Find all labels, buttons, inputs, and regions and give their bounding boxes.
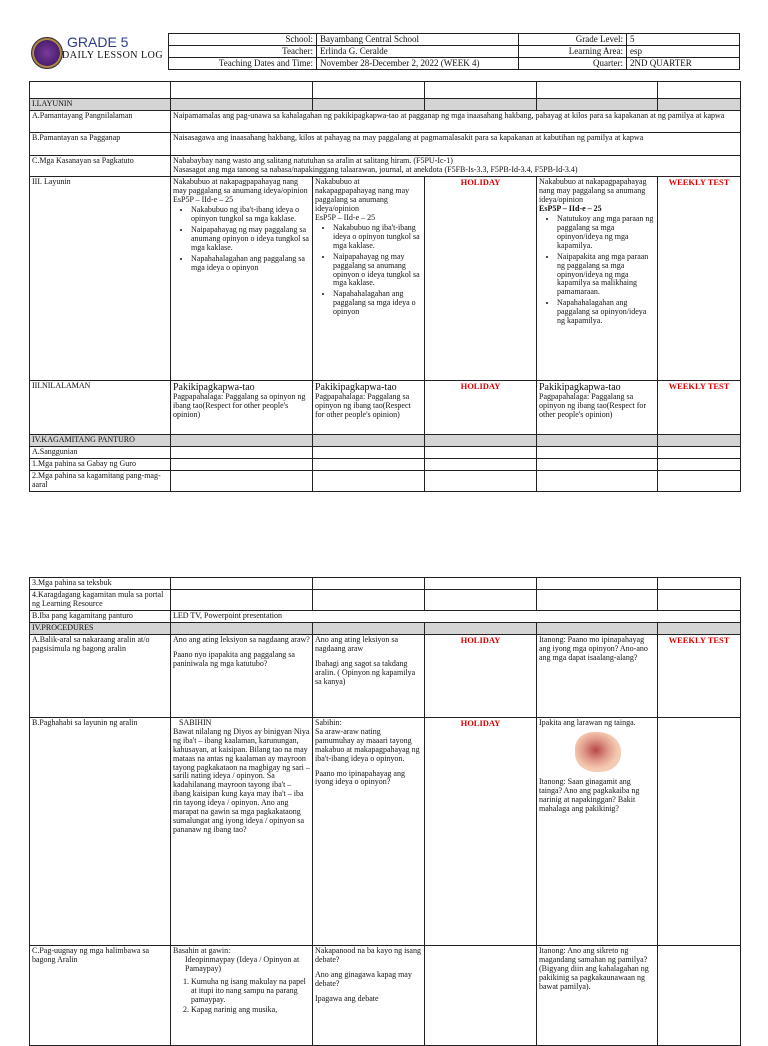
list-item: • Natutukoy ang mga paraan ng paggalang sa mga opinyon/ideya ng mga kapamilya. — [557, 215, 655, 251]
quarter-label: Quarter: — [519, 58, 627, 70]
balik-aral-day1 — [171, 634, 313, 717]
day1-objectives — [171, 177, 313, 381]
grade-label: Grade Level: — [519, 34, 627, 46]
pag-d1-sub: Ideopinmaypay (Ideya / Opinyon at Pamaypay) — [185, 954, 300, 973]
content-title: Pakikipagkapwa-tao — [539, 382, 621, 393]
teacher-value: Erlinda G. Ceralde — [317, 46, 519, 58]
kasanayan-text — [171, 156, 741, 177]
day4-content — [537, 381, 658, 435]
balik-d1b: Paano nyo ipapakita ang paggalang sa paniniwala ng mga katutubo? — [173, 649, 295, 668]
dates-value: November 28-December 2, 2022 (WEEK 4) — [317, 58, 519, 70]
page-subtitle: DAILY LESSON LOG — [62, 50, 164, 61]
school-value: Bayambang Central School — [317, 34, 519, 46]
content-body: Pagpapahalaga: Paggalang sa opinyon ng ibang tao(Respect for other people's opinion) — [315, 392, 411, 420]
weekly-test-label: WEEKLY TEST — [658, 381, 741, 435]
pag-uugnay-day4: Itanong: Ano ang sikreto ng magandang samahan ng pamilya? (Bigyang diin ang kahalagahan ng pakikinig sa pagkakaunawaan ng bawat pamilya). — [537, 945, 658, 1045]
sanggunian-label: A.Sanggunian — [30, 447, 171, 459]
pag-uugnay-day2 — [313, 945, 425, 1045]
content-body: Pagpapahalaga: Paggalang sa opinyon ng ibang tao(Respect for other people's opinion) — [173, 392, 306, 420]
balik-aral-label: A.Balik-aral sa nakaraang aralin at/o pagsisimula ng bagong aralin — [30, 634, 171, 717]
pag-uugnay-day1 — [171, 945, 313, 1045]
lesson-table-top — [29, 81, 741, 492]
iba-value: LED TV, Powerpoint presentation — [171, 610, 741, 622]
kasanayan-2: Nasasagot ang mga tanong sa nabasa/napakinggang talaarawan, journal, at anekdota (F5FB-Is-3.3, F5PB-Id-3.4, F5PB-Id-3.4) — [173, 164, 578, 174]
day4-code: EsP5P – IId-e – 25 — [539, 203, 602, 213]
day2-code: EsP5P – IId-e – 25 — [315, 212, 376, 222]
weekly-test-label: WEEKLY TEST — [658, 177, 741, 381]
list-item: • Naipapakita ang mga paraan ng paggalang sa mga opinyon/ideya ng mga kapamilya sa malikhaing pamamaraan. — [557, 253, 655, 298]
list-item: • Napahahalagahan ang paggalang sa mga ideya o opinyon — [333, 290, 422, 317]
pangnilalaman-label: A.Pamantayang Pangnilalaman — [30, 111, 171, 133]
day1-code: EsP5P – IId-e – 25 — [173, 194, 234, 204]
list-item: • Napahahalagahan ang paggalang sa mga ideya o opinyon — [191, 255, 310, 273]
quarter-value: 2ND QUARTER — [627, 58, 740, 70]
list-item: 2. Kapag narinig ang musika, — [191, 1006, 310, 1015]
balik-d2a: Ano ang ating leksiyon sa nagdaang araw — [315, 634, 399, 653]
day1-content — [171, 381, 313, 435]
area-label: Learning Area: — [519, 46, 627, 58]
school-label: School: — [169, 34, 317, 46]
content-title: Pakikipagkapwa-tao — [173, 382, 255, 393]
gabay-label: 1.Mga pahina sa Gabay ng Guro — [30, 458, 171, 470]
teksbuk-label: 3.Mga pahina sa teksbuk — [30, 578, 171, 590]
pangnilalaman-text: Naipamamalas ang pag-unawa sa kahalagahan ng pakikipagkapwa-tao at pagganap ng mga inaasahang hakbang, pahayag at kilos para sa kapakanan at ng pamilya at kapwa — [171, 111, 741, 133]
procedures-heading: IV.PROCEDURES — [30, 622, 171, 634]
balik-aral-day4: Itanong: Paano mo ipinapahayag ang iyong mga opinyon? Ano-ano ang mga dapat isaalang-alang? — [537, 634, 658, 717]
ear-image — [575, 732, 621, 772]
list-item: • Naipapahayag ng may paggalang sa anumang opinyon o ideya tungkol sa mga kaklase. — [333, 253, 422, 289]
paghahabi-day4 — [537, 717, 658, 945]
day4-intro: Nakabubuo at nakapagpapahayag nang may paggalang sa anumang ideya/opinion — [539, 177, 647, 204]
holiday-label: HOLIDAY — [425, 717, 537, 945]
day4-objectives — [537, 177, 658, 381]
content-title: Pakikipagkapwa-tao — [315, 382, 397, 393]
kagamitang-label: 2.Mga pahina sa kagamitang pang-mag-aaral — [30, 470, 171, 491]
layunin-heading: I.LAYUNIN — [30, 99, 171, 111]
list-item: • Nakabubuo ng iba't-ibang ideya o opinyon tungkol sa mga kaklase. — [191, 206, 310, 224]
pag-d2a: Nakapanood na ba kayo ng isang debate? — [315, 945, 421, 964]
holiday-label: HOLIDAY — [425, 381, 537, 435]
list-item: • Napahahalagahan ang paggalang sa opinyon/ideya ng kapamilya. — [557, 299, 655, 326]
day1-intro: Nakabubuo at nakapagpapahayag nang may paggalang sa anumang ideya/opinion — [173, 177, 308, 195]
balik-d2b: Ibahagi ang sagot sa takdang aralin. ( Opinyon ng kapamilya sa kanya) — [315, 658, 416, 686]
sabihin-head: Sabihin: — [315, 717, 342, 727]
holiday-label: HOLIDAY — [425, 634, 537, 717]
pag-d1-head: Basahin at gawin: — [173, 945, 231, 955]
sabihin-d2a: Sa araw-araw nating pamumuhay ay maaari tayong makabuo at makapagpahayag ng iba't-ibang ideya o opinyon. — [315, 726, 420, 763]
learning-resource-label: 4.Karagdagang kagamitan mula sa portal ng Learning Resource — [30, 589, 171, 610]
page-title: GRADE 5 — [67, 34, 129, 50]
paghahabi-day2 — [313, 717, 425, 945]
area-value: esp — [627, 46, 740, 58]
nilalaman-label: III.NILALAMAN — [30, 381, 171, 435]
paghahabi-d4b: Itanong: Saan ginagamit ang tainga? Ano ang pagkakaiba ng narinig at napakinggan? Bakit mahalaga ang pakikinig? — [539, 776, 640, 813]
pag-uugnay-label: C.Pag-uugnay ng mga halimbawa sa bagong Aralin — [30, 945, 171, 1045]
pagganap-text: Naisasagawa ang inaasahang hakbang, kilos at pahayag na may paggalang at pagmamalasakit para sa kapakanan at kabutihan ng pamilya at kapwa — [171, 133, 741, 156]
kagamitan-heading: IV.KAGAMITANG PANTURO — [30, 435, 171, 447]
kasanayan-label: C.Mga Kasanayan sa Pagkatuto — [30, 156, 171, 177]
holiday-label: HOLIDAY — [425, 177, 537, 381]
balik-aral-day2 — [313, 634, 425, 717]
weekly-test-label: WEEKLY TEST — [658, 634, 741, 717]
header-table — [168, 33, 740, 70]
sabihin-text: Bawat nilalang ng Diyos ay binigyan Niya ng iba't – ibang kaalaman, karunungan, kahusayan, at kaisipan. Bilang tao na may mataas na antas ng kaalaman ay mayroon tayong pagkakataon na magbigay ng sari – sarili nating ideya / opinyon. Sa kadahilanang mayroon tayong iba't – ibang kaisipan kung kaya may iba't – iba rin tayong ideya / opinyon. Ano ang marapat na gawin sa mga pagkakataong sumalungat ang iyong ideya / opinyon sa pananaw ng ibang tao? — [173, 726, 310, 835]
day2-intro: Nakabubuo at nakapagpapahayag nang may paggalang sa anumang ideya/opinion — [315, 177, 410, 213]
day2-objectives — [313, 177, 425, 381]
iba-label: B.Iba pang kagamitang panturo — [30, 610, 171, 622]
layunin-label: III. Layunin — [30, 177, 171, 381]
paghahabi-day1 — [171, 717, 313, 945]
deped-seal-logo — [31, 37, 63, 69]
paghahabi-d4a: Ipakita ang larawan ng tainga. — [539, 717, 636, 727]
lesson-table-bottom — [29, 577, 741, 1046]
kasanayan-1: Nababaybay nang wasto ang salitang natutuhan sa aralin at salitang hiram. (F5PU-Ic-1) — [173, 156, 453, 165]
teacher-label: Teacher: — [169, 46, 317, 58]
balik-d1a: Ano ang ating leksiyon sa nagdaang araw? — [173, 634, 310, 644]
list-item: • Naipapahayag ng may paggalang sa anumang opinyon o ideya tungkol sa mga kaklase. — [191, 226, 310, 253]
pag-d2b: Ano ang ginagawa kapag may debate? — [315, 969, 412, 988]
paghahabi-label: B.Paghahabi sa layunin ng aralin — [30, 717, 171, 945]
sabihin-head: SABIHIN — [179, 717, 212, 727]
pag-d2c: Ipagawa ang debate — [315, 993, 379, 1003]
list-item: • Nakabubuo ng iba't-ibang ideya o opinyon tungkol sa mga kaklase. — [333, 224, 422, 251]
dates-label: Teaching Dates and Time: — [169, 58, 317, 70]
grade-value: 5 — [627, 34, 740, 46]
sabihin-d2b: Paano mo ipinapahayag ang iyong ideya o opinyon? — [315, 768, 405, 787]
day2-content — [313, 381, 425, 435]
content-body: Pagpapahalaga: Paggalang sa opinyon ng ibang tao(Respect for other people's opinion) — [539, 392, 647, 420]
list-item: 1. Kumuha ng isang makulay na papel at itupi ito nang sampu na parang pamaypay. — [191, 978, 310, 1005]
pagganap-label: B.Pamantayan sa Pagganap — [30, 133, 171, 156]
